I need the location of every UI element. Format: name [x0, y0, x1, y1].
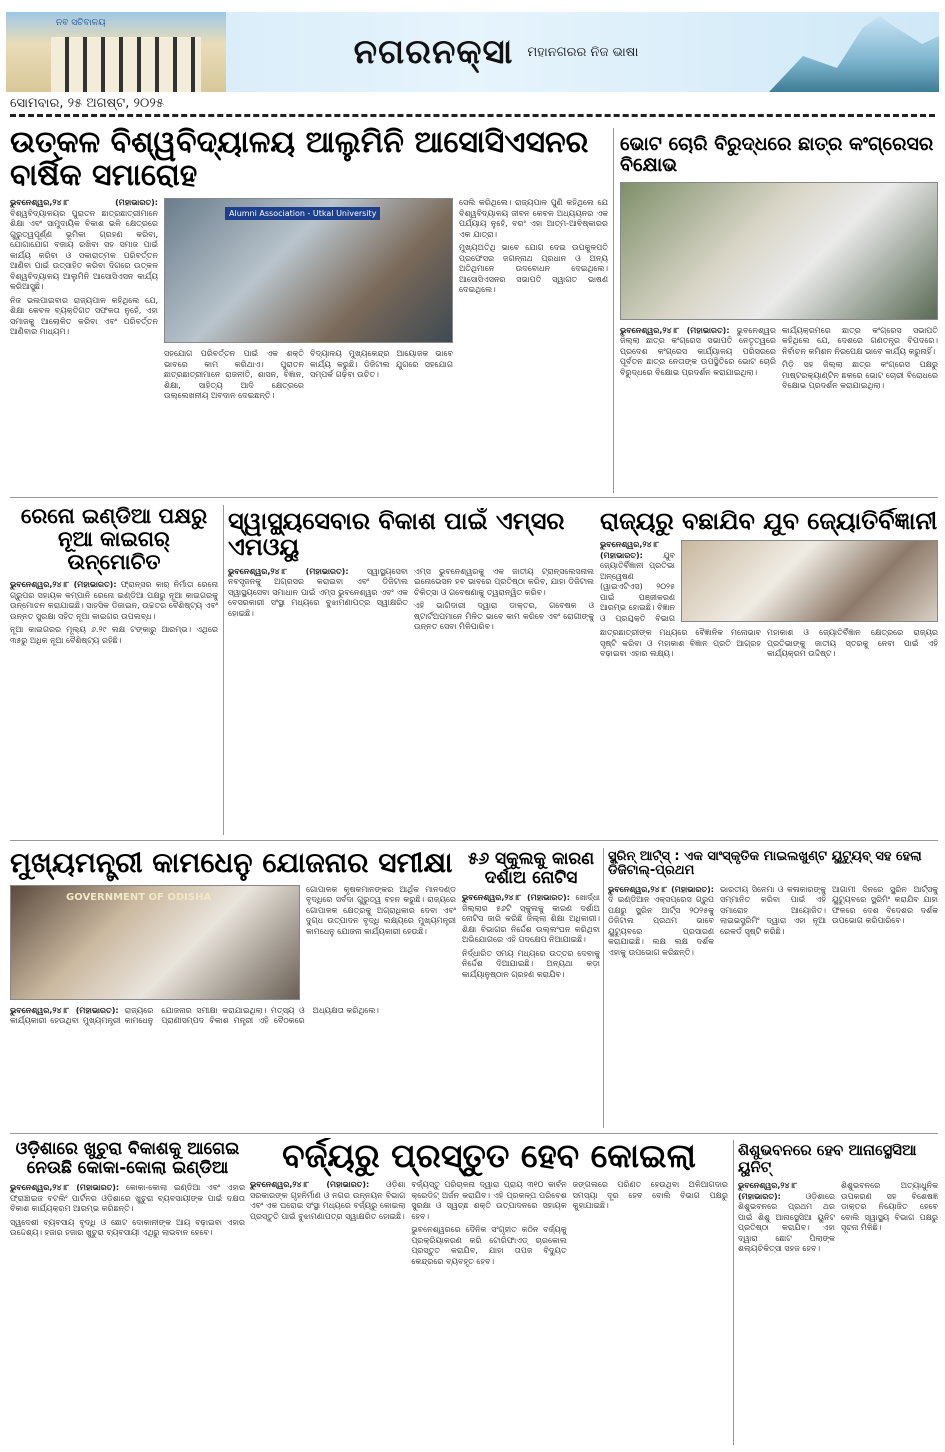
health-body-col1: [228, 567, 408, 835]
headline-anesthesia-unit: ଶିଶୁଭବନରେ ହେବ ଆନାସ୍ଥେସିଆ ୟୁନିଟ୍: [738, 1142, 917, 1176]
article-56-schools: [462, 850, 600, 1128]
secretariat-building-image: [6, 12, 226, 92]
column-divider: [603, 848, 604, 1128]
alumni-body-col3: ବିଦ୍ୟାଳୟ ମୁଖ୍ୟକେନ୍ଦ୍ର ଆୟୋଜକ ଭାବେ କାର୍ଯ୍ୟ କରୁଛି। ଡିଜିଟାଲ ଯୁଗରେ ସହଯୋଗ ସମ୍ପର୍କ ଗଢ଼ିବା ଉଚିତ।: [310, 349, 453, 379]
alumni-photo: [164, 198, 453, 343]
paragraph: ଭୁବନେଶ୍ୱରରେ ଦୈନିକ ସଂଗୃହୀତ କଠିନ ବର୍ଜ୍ୟକୁ ପ୍ରକ୍ରିୟାକରଣ କରି ଟୋରିଫାଏଡ୍ ଚାରକୋଲ ପ୍ରସ୍ତୁତ କରାଯିବ, ଯାହା ତାପଜ ବିଦ୍ୟୁତ କେନ୍ଦ୍ରରେ ବ୍ୟବହୃତ ହେବ।: [411, 1225, 567, 1266]
column-divider: [733, 1140, 734, 1445]
paragraph: ମୁଖ୍ୟଅତିଥି ଭାବେ ଯୋଗ ଦେଇ ଉପକୁଳପତି ପ୍ରଫେସର ଜଗନ୍ନାଥ ପ୍ରଧାନ ଓ ଅନ୍ୟ ଅତିଥିମାନେ ଉଦବୋଧନ ଦେଇଥିଲେ। ଆସୋସିଏସନର ସଭାପତି ସ୍ୱାଗତ ଭାଷଣ ଦେଇଥିଲେ।: [459, 243, 608, 294]
dateline: ଭୁବନେଶ୍ୱର,୨୪।୮ (ମହାଭାରତ):: [608, 884, 714, 894]
headline-coca-cola: ଓଡ଼ିଶାରେ ଖୁଚୁରା ବିକାଶକୁ ଆଗେଇ ନେଉଛି କୋକା-କୋଲା ଇଣ୍ଡିଆ: [15, 1140, 240, 1178]
paragraph: ଯୁବ ଜ୍ୟୋତିର୍ବିଜ୍ଞାନୀ ପ୍ରତିଭା ଅନ୍ୱେଷଣ (ୱାଇଏଟିଏସ) ୨୦୨୫ ପାଇଁ ପଞ୍ଜୀକରଣ ଆରମ୍ଭ ହୋଇଛି। ବିଜ୍ଞାନ ଓ ପ୍ରଯୁକ୍ତି ବିଭାଗ: [600, 550, 675, 623]
dateline: ଭୁବନେଶ୍ୱର,୨୪।୮ (ମହାଭାରତ):: [738, 1181, 798, 1201]
article-waste-to-coal: [250, 1138, 728, 1445]
article-aiims-mou: [228, 508, 594, 835]
article-young-astronomer: [600, 508, 938, 835]
headline-waste-to-coal: ବର୍ଜ୍ୟରୁ ପ୍ରସ୍ତୁତ ହେବ କୋଇଲା: [282, 1138, 696, 1175]
headline-alumni: ଉତ୍କଳ ବିଶ୍ୱବିଦ୍ୟାଳୟ ଆଲୁମିନି ଆସୋସିଏସନର ବାର୍ଷିକ ସମାରୋହ: [10, 126, 589, 193]
coal-body-col2: [411, 1180, 566, 1445]
paragraph: କୋକା-କୋଲା ଇଣ୍ଡିଆ ଏବଂ ଏହାର ଫ୍ରାଞ୍ଚାଇଜ ବଟଲିଂ ପାର୍ଟନର ଓଡ଼ିଶାରେ ଖୁଚୁରା ବ୍ୟବସାୟୀଙ୍କ ପାଇଁ ଦକ୍ଷତା ବିକାଶ କାର୍ଯ୍ୟକ୍ରମ ଆରମ୍ଭ କରିଛନ୍ତି।: [10, 1183, 245, 1214]
dateline: ଭୁବନେଶ୍ୱର,୨୪।୮ (ମହାଭାରତ):: [228, 566, 349, 576]
row-divider: [10, 840, 938, 841]
row-divider: [10, 1133, 938, 1134]
alumni-body-col1: [10, 198, 158, 492]
health-body-col2: [414, 567, 594, 835]
paragraph: ଫ୍ରାନ୍ସର କାର୍ ନିର୍ମାତା ରେନୋ ଗ୍ରୁପର ସହାୟକ କମ୍ପାନି ରେନୋ ଇଣ୍ଡିଆ ପକ୍ଷରୁ ନୂଆ କାଇଗରକୁ ଉନ୍ମୋଚନ କରାଯାଇଛି। ସାହସିକ ଡିଜାଇନ, ଉଚ୍ଚତର ବୈଶିଷ୍ଟ୍ୟ ଏବଂ ଉନ୍ନତ ସୁରକ୍ଷା ସହିତ ନୂଆ କାଇଗର ଉପଲବ୍ଧ।: [10, 580, 218, 621]
paragraph: ନୂଆ କାଇଗରର ମୂଲ୍ୟ ୬.୨୯ ଲକ୍ଷ ଟଙ୍କାରୁ ଆରମ୍ଭ। ଏଥିରେ ୩୫ରୁ ଅଧିକ ନୂଆ ବୈଶିଷ୍ଟ୍ୟ ରହିଛି।: [10, 625, 218, 645]
dateline: ଭୁବନେଶ୍ୱର,୨୪।୮ (ମହାଭାରତ):: [10, 580, 117, 590]
coal-body-col1: [250, 1180, 405, 1445]
paragraph: ସେଲି କରିଥିଲେ। ରାଜ୍ୟପାଳ ପୁଣି କହିଥିଲେ ଯେ ବିଶ୍ୱବିଦ୍ୟାଳୟ ଜୀବନ କେବଳ ଅଧ୍ୟୟନର ଏକ ପର୍ଯ୍ୟାୟ ନୁହେଁ, ବରଂ ଏହା ଆତ୍ମ-ଆବିଷ୍କାରର ଏକ ଯାତ୍ରା।: [459, 198, 608, 239]
dashed-divider: [10, 114, 935, 117]
paragraph: ସ୍ୱାସ୍ଥ୍ୟସେବା ନବସୃଜନକୁ ଅଗ୍ରସର କରାଇବା ଏବଂ ଡିଜିଟାଲ ସ୍ୱାସ୍ଥ୍ୟସେବା ସମାଧାନ ପାଇଁ ଏମ୍ସ ଭୁବନେଶ୍ୱର ଏବଂ ଏକ ବେସରକାରୀ ସଂସ୍ଥା ମଧ୍ୟରେ ବୁଝାମଣାପତ୍ର ସ୍ୱାକ୍ଷରିତ ହୋଇଛି।: [228, 566, 408, 618]
paragraph: ରାଜ୍ୟରେ କାର୍ଯ୍ୟକାରୀ ହେଉଥିବା ମୁଖ୍ୟମନ୍ତ୍ରୀ କାମଧେନୁ ଯୋଜନାର ସମୀକ୍ଷା କରାଯାଇଥିଲା। ମତ୍ସ୍ୟ ଓ ପ୍ରାଣୀସମ୍ପଦ ବିକାଶ ମନ୍ତ୍ରୀ ଏହି ବୈଠକରେ ଅଧ୍ୟକ୍ଷତା କରିଥିଲେ।: [10, 1005, 379, 1026]
astronomer-event-photo: [681, 540, 938, 622]
dateline: ଭୁବନେଶ୍ୱର,୨୪।୮ (ମହାଭାରତ):: [10, 1183, 120, 1193]
article-vote-theft: [620, 134, 938, 492]
screen-body-col2: ଭାରତୀୟ ସିନେମା ଓ କଳାକାରଙ୍କୁ ସମ୍ମାନିତ କରିବା ପାଇଁ ଏହି ସମାରୋହ ଆୟୋଜିତ। ଲାଇଭସ୍ଟ୍ରିମିଂ ଦ୍ୱାରା ଏହା ନୂଆ ରେକର୍ଡ ସୃଷ୍ଟି କରିଛି।: [720, 884, 826, 936]
masthead: [6, 12, 939, 92]
headline-kamdhenu: ମୁଖ୍ୟମନ୍ତ୍ରୀ କାମଧେନୁ ଯୋଜନାର ସମୀକ୍ଷା: [10, 848, 453, 879]
column-divider: [613, 128, 614, 493]
screen-body-col3: ଆଗାମୀ ଦିନରେ ସ୍କ୍ରିନ ଆର୍ଟ୍ସକୁ ୟୁଟ୍ୟୁବରେ ସ୍କ୍ରିମିଂ କରାଯିବ ଯାହା ଫଳରେ ଦେଶ ବିଦେଶର ଦର୍ଶକ ଉପଭୋଗ କରିପାରିବେ।: [832, 884, 938, 926]
coal-body-col3: ଜଙ୍ଗଲରେ ପରିଣତ ହେଉଥିବା ଅଳିଆଗଦାର ସମସ୍ୟା ଦୂର ହେବ ବୋଲି ବିଭାଗ ପକ୍ଷରୁ କୁହାଯାଇଛି।: [572, 1180, 728, 1211]
paragraph: ଏମ୍ସ ଭୁବନେଶ୍ୱରକୁ ଏକ ଜାତୀୟ ଟ୍ରାନ୍ସଲେସନାଲ ଇନୋଭେସନ ହବ ଭାବରେ ପ୍ରତିଷ୍ଠା କରିବ, ଯାହା ଡିଜିଟାଲ ଚିକିତ୍ସା ଓ ଗବେଷଣାକୁ ତ୍ୱରାନ୍ୱିତ କରିବ।: [414, 566, 594, 597]
building-sign: ନବ ସଚିବାଳୟ: [56, 18, 106, 28]
article-coca-cola: [10, 1140, 245, 1445]
headline-young-astronomer: ରାଜ୍ୟରୁ ବଛାଯିବ ଯୁବ ଜ୍ୟୋତିର୍ବିଜ୍ଞାନୀ: [600, 508, 938, 535]
paragraph: ନିର୍ଦ୍ଧାରିତ ସମୟ ମଧ୍ୟରେ ଉତ୍ତର ଦେବାକୁ ନିର୍ଦ୍ଦେଶ ଦିଆଯାଇଛି। ଅନ୍ୟଥା କଡ଼ା କାର୍ଯ୍ୟାନୁଷ୍ଠାନ ଗ୍ରହଣ କରାଯିବ।: [462, 948, 600, 979]
newspaper-tagline: ମହାନଗରର ନିଜ ଭାଷା: [527, 44, 639, 60]
paragraph: ଦି ଇଣ୍ଡିଆନ ଏକ୍ସପ୍ରେସ ଗ୍ରୁପ ପକ୍ଷରୁ ସ୍କ୍ରିନ ଆର୍ଟ୍ସ ୨୦୨୫କୁ ଡିଜିଟାଲ ପ୍ରଥମ ଭାବେ ୟୁଟ୍ୟୁବରେ ପ୍ରସାରଣ କରାଯାଇଛି। ଲକ୍ଷ ଲକ୍ଷ ଦର୍ଶକ ଏହାକୁ ଉପଭୋଗ କରିଛନ୍ତି।: [608, 895, 714, 957]
dateline: ଭୁବନେଶ୍ୱର,୨୪।୮ (ମହାଭାରତ):: [10, 1005, 119, 1015]
alumni-body-col2: ସହଯୋଗ ପରିବର୍ତ୍ତନ ପାଇଁ ଏକ ଶକ୍ତି ଭାବରେ କାମ କରିଥାଏ। ପୁରାତନ ଛାତ୍ରଛାତ୍ରୀମାନେ ରାଜନୀତି, ଶାସନ, ବିଜ୍ଞାନ, ଶିକ୍ଷା, ସାହିତ୍ୟ ଆଦି କ୍ଷେତ୍ରରେ ଉଲ୍ଲେଖନୀୟ ଅବଦାନ ଦେଇଛନ୍ତି।: [164, 349, 304, 400]
article-kamdhenu: [10, 848, 456, 1128]
alumni-banner: Alumni Association - Utkal University: [225, 207, 380, 220]
paragraph: ବିଶ୍ୱବିଦ୍ୟାଳୟର ପୁରାତନ ଛାତ୍ରଛାତ୍ରୀମାନେ ଶିକ୍ଷା ଏବଂ ସାମୁଦାୟିକ ବିକାଶ ଭଳି କ୍ଷେତ୍ରରେ ଗୁରୁତ୍ୱପୂର୍ଣ୍ଣ ଭୂମିକା ଗ୍ରହଣ କରିବା, ଯୋଗାଯୋଗ ବଜାୟ ରଖିବା ସହ ସମାଜ ପାଇଁ କାର୍ଯ୍ୟ କରିବା ଓ ସକାରାତ୍ମକ ପରିବର୍ତ୍ତନ ଆଣିବା ପାଇଁ ଉତ୍ସାହିତ କରିବା ଦିଗରେ ଉତ୍କଳ ବିଶ୍ୱବିଦ୍ୟାଳୟ ଆଲୁମିନି ଆସୋସିଏସନ କାର୍ଯ୍ୟ କରିଆସୁଛି।: [10, 208, 158, 291]
paragraph: ମିଡ଼ି ସହ ଜିଲ୍ଲା ଛାତ୍ର କଂଗ୍ରେସ ପକ୍ଷରୁ ମାଷ୍ଟରକ୍ୟାଣ୍ଟିନ ଛକରେ ଭୋଟ ଚୋରୀ ବିରୋଧରେ ବିକ୍ଷୋଭ ପ୍ରଦର୍ଶନ କରାଯାଇଥିଲା।: [782, 360, 938, 391]
vote-body-col2: [782, 326, 938, 492]
screen-body-col1: [608, 885, 714, 1128]
headline-vote-theft: ଭୋଟ ଚୋରି ବିରୁଦ୍ଧରେ ଛାତ୍ର କଂଗ୍ରେସର ବିକ୍ଷୋଭ: [620, 134, 934, 176]
article-anesthesia-unit: [738, 1142, 938, 1445]
astro-body-col1: ଛାତ୍ରଛାତ୍ରୀଙ୍କ ମଧ୍ୟରେ ବୈଜ୍ଞାନିକ ମନୋଭାବ ସୃଷ୍ଟି କରିବା ଓ ମହାକାଶ ବିଜ୍ଞାନ ପ୍ରତି ଆଗ୍ରହ ବଢ଼ାଇବା ଏହାର ଲକ୍ଷ୍ୟ।: [600, 628, 761, 659]
astro-body-lead: [600, 540, 675, 622]
headline-56-schools: ୫୬ ସ୍କୁଲକୁ କାରଣ ଦର୍ଶାଅ ନୋଟିସ: [467, 850, 595, 888]
headline-screen-arts: ସ୍କ୍ରିନ୍ ଆର୍ଟ୍ସ୍ : ଏକ ସାଂସ୍କୃତିକ ମାଇଲଖୁଣ୍ଟ ୟୁଟ୍ୟୁବ୍ ସହ ହେଲା ଡିଜିଟାଲ୍-ପ୍ରଥମ: [608, 850, 922, 879]
kamdhenu-meeting-photo: [10, 885, 300, 1000]
schools-body: [462, 893, 600, 1128]
row-divider: [10, 497, 938, 498]
paragraph: ଏହି ଭାଗିଦାରୀ ଦ୍ୱାରା ଡାକ୍ତର, ଗବେଷକ ଓ ଷ୍ଟାର୍ଟଅପମାନେ ମିଳିତ ଭାବେ କାମ କରିବେ ଏବଂ ରୋଗୀଙ୍କୁ ଉନ୍ନତ ସେବା ମିଳିପାରିବ।: [414, 601, 594, 632]
paragraph: କାର୍ଯ୍ୟକ୍ରମରେ ଛାତ୍ର କଂଗ୍ରେସ ସଭାପତି କହିଥିଲେ ଯେ, ଦେଶରେ ଗଣତନ୍ତ୍ର ବିପଦରେ। ନିର୍ବାଚନ କମିଶନ ନିରପେକ୍ଷ ଭାବେ କାର୍ଯ୍ୟ କରୁନାହିଁ।: [782, 325, 938, 356]
article-alumni: [10, 126, 608, 492]
column-divider: [223, 505, 224, 835]
cocacola-body: [10, 1183, 245, 1445]
kamdhenu-body-bottom: [10, 1006, 456, 1128]
kamdhenu-body-col2: ଗୋପାଳକ କୃଷକମାନଙ୍କର ଆର୍ଥିକ ମାନଦଣ୍ଡ ବୃଦ୍ଧିରେ ସର୍ବଦା ଗୁରୁତ୍ୱ ବହନ କରୁଛି। ରାଜ୍ୟରେ ଗୋପାଳକ କ୍ଷେତ୍ରକୁ ଅଗ୍ରାଧିକାର ଦେବା ଏବଂ ଦୁଗ୍ଧ ଉତ୍ପାଦନ ବୃଦ୍ଧି ଲକ୍ଷ୍ୟରେ ମୁଖ୍ୟମନ୍ତ୍ରୀ କାମଧେନୁ ଯୋଜନା କାର୍ଯ୍ୟକାରୀ ହେଉଛି।: [306, 884, 456, 936]
alumni-body-col4: [459, 198, 608, 492]
article-renault: [10, 505, 218, 835]
paragraph: ସ୍ୱଦେଶୀ ବ୍ୟବସାୟ ବୃଦ୍ଧି ଓ ଛୋଟ ଦୋକାନୀଙ୍କ ଆୟ ବଢ଼ାଇବା ଏହାର ଉଦ୍ଦେଶ୍ୟ। ହଜାର ହଜାର ଖୁଚୁରା ବ୍ୟବସାୟୀ ଏଥିରୁ ଲାଭବାନ ହେବେ।: [10, 1217, 245, 1238]
brand: [236, 12, 756, 92]
vote-body-col1: [620, 326, 776, 492]
dateline: ଭୁବନେଶ୍ୱର,୨୪।୮ (ମହାଭାରତ):: [10, 198, 158, 207]
dateline: ଭୁବନେଶ୍ୱର,୨୪।୮ (ମହାଭାରତ):: [620, 325, 730, 335]
paragraph: ଓଡ଼ିଶା ସରକାରଙ୍କ ଗୃହନିର୍ମାଣ ଓ ନଗର ଉନ୍ନୟନ ବିଭାଗ ଏବଂ ଏକ ଘରୋଇ ସଂସ୍ଥା ମଧ୍ୟରେ ବର୍ଜ୍ୟରୁ କୋଇଲା ପ୍ରସ୍ତୁତି ପାଇଁ ବୁଝାମଣାପତ୍ର ସ୍ୱାକ୍ଷରିତ ହୋଇଛି।: [250, 1180, 406, 1221]
renault-body: [10, 580, 218, 835]
newspaper-logo: ନଗରନକ୍ସା: [353, 32, 514, 72]
headline-renault: ରେନୋ ଇଣ୍ଡିଆ ପକ୍ଷରୁ ନୂଆ କାଇଗର୍ ଉନ୍ମୋଚିତ: [20, 505, 208, 575]
government-sign: GOVERNMENT OF ODISHA: [66, 891, 212, 903]
paragraph: ଭୁବନେଶ୍ୱର ଜିଲ୍ଲା ଛାତ୍ର କଂଗ୍ରେସ ସଭାପତି ନେତୃତ୍ୱରେ ପ୍ରଦେଶ କଂଗ୍ରେସ କାର୍ଯ୍ୟାଳୟ ପରିସରରେ ପୂର୍ବତନ ଛାତ୍ର ନେତାଙ୍କ ଉପସ୍ଥିତିରେ ଭୋଟ ଚୋରି ବିରୁଦ୍ଧରେ ବିକ୍ଷୋଭ ପ୍ରଦର୍ଶନ କରାଯାଇଥିଲା।: [620, 325, 776, 377]
headline-aiims-mou: ସ୍ୱାସ୍ଥ୍ୟସେବାର ବିକାଶ ପାଇଁ ଏମ୍ସର ଏମଓୟୁ: [228, 508, 565, 562]
astro-body-col2: ମହାକାଶ ଓ ଜ୍ୟୋତିର୍ବିଜ୍ଞାନ କ୍ଷେତ୍ରରେ ରାଜ୍ୟର ପ୍ରତିଭାଙ୍କୁ ଜାତୀୟ ସ୍ତରକୁ ନେବା ପାଇଁ ଏହି କାର୍ଯ୍ୟକ୍ରମ ଉଦ୍ଦିଷ୍ଟ।: [767, 628, 938, 659]
anesthesia-body-col2: ଶିଶୁଭବନରେ ଅତ୍ୟାଧୁନିକ ଉପକରଣ ସହ ବିଶେଷଜ୍ଞ ଡାକ୍ତର ନିୟୋଜିତ ହେବେ ବୋଲି ସ୍ୱାସ୍ଥ୍ୟ ବିଭାଗ ପକ୍ଷରୁ ସୂଚନା ମିଳିଛି।: [841, 1181, 938, 1232]
paragraph: ଓଡ଼ିଶାରେ ଶିଶୁଭବନରେ ପ୍ରଥମ ଥର ପାଇଁ ଶିଶୁ ଆନାସ୍ଥେସିଆ ୟୁନିଟ ପ୍ରତିଷ୍ଠା କରାଯିବ। ଏହା ଦ୍ୱାରା ଛୋଟ ପିଲାଙ୍କ ଶଲ୍ୟଚିକିତ୍ସା ସହଜ ହେବ।: [738, 1191, 835, 1253]
protest-photo: [620, 182, 938, 320]
issue-date: ସୋମବାର, ୨୫ ଅଗଷ୍ଟ, ୨୦୨୫: [10, 96, 164, 111]
temple-image: [769, 12, 939, 92]
paragraph: ନିଜ ଭଲପାଇବାର ରାଜ୍ୟପାଳ କହିଥିଲେ ଯେ, ଶିକ୍ଷା କେବଳ ବ୍ୟକ୍ତିଗତ ସଫଳତା ନୁହେଁ, ଏହା ସମାଜକୁ ଆଲୋକିତ କରିବା ଏବଂ ପରିବର୍ତ୍ତନ ଆଣିବାର ମାଧ୍ୟମ।: [10, 295, 158, 336]
article-screen-arts: [608, 850, 938, 1128]
dateline: ଭୁବନେଶ୍ୱର,୨୪।୮ (ମହାଭାରତ):: [462, 893, 570, 903]
dateline: ଭୁବନେଶ୍ୱର,୨୪।୮ (ମହାଭାରତ):: [250, 1180, 370, 1190]
dateline: ଭୁବନେଶ୍ୱର,୨୪।୮ (ମହାଭାରତ):: [600, 540, 660, 560]
paragraph: ବର୍ଜ୍ୟସ୍ତୁ ପରିଚାଳନା ଦ୍ୱାରା ପ୍ରାୟ ୩୧୦ କାର୍ବନ କ୍ରେଡିଟ୍ ଅର୍ଜନ କରାଯିବ। ଏହି ପ୍ରକଳ୍ପ ପରିବେଶ ସୁରକ୍ଷା ଓ ସ୍ୱଚ୍ଛ ଶକ୍ତି ଉତ୍ପାଦନରେ ସହାୟକ ହେବ।: [411, 1180, 567, 1221]
anesthesia-body-col1: [738, 1181, 835, 1445]
paragraph: ଖୋର୍ଦ୍ଧା ଜିଲ୍ଲାର ୫୬ଟି ସ୍କୁଲକୁ କାରଣ ଦର୍ଶାଅ ନୋଟିସ ଜାରି କରିଛି ଜିଲ୍ଲା ଶିକ୍ଷା ଅଧିକାରୀ। ଶିକ୍ଷା ବିଭାଗର ନିର୍ଦ୍ଦେଶ ଉଲ୍ଲଂଘନ କରିଥିବା ଅଭିଯୋଗରେ ଏହି ପଦକ୍ଷେପ ନିଆଯାଇଛି।: [462, 893, 600, 945]
